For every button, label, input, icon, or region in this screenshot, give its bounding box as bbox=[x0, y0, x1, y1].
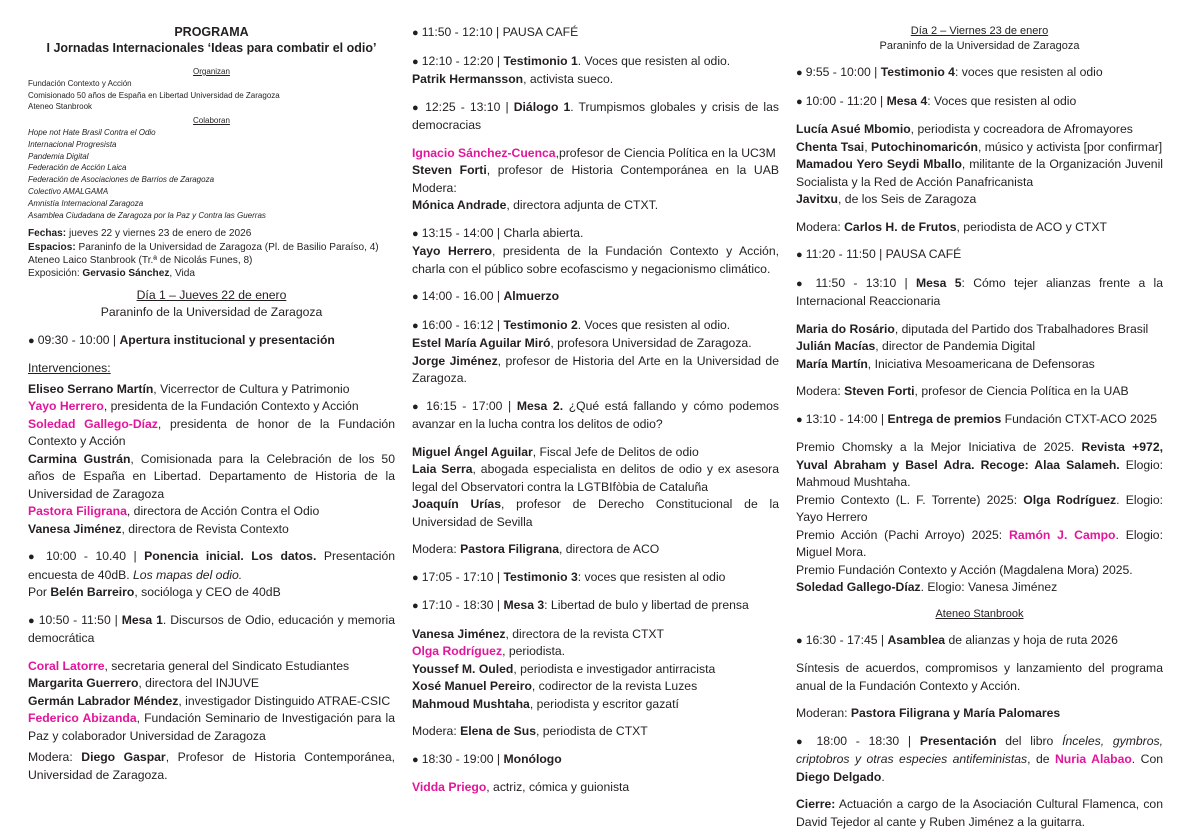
speaker: Steven Forti, profesor de Historia Contemporánea en la UAB Modera: bbox=[412, 163, 779, 195]
mesa3-moderator: Modera: Elena de Sus, periodista de CTXT bbox=[412, 724, 648, 738]
column-2 bbox=[412, 0, 779, 797]
session-pausa-cafe-2: ● 11:20 - 11:50 | PAUSA CAFÉ bbox=[796, 246, 1163, 265]
session-presentacion: ● 18:00 - 18:30 | Presentación del libro Ínceles, gymbros, criptobros y otras especies antifeministas, de Nuria Alabao. Con Diego Delgado. bbox=[796, 733, 1163, 787]
speaker: Miguel Ángel Aguilar, Fiscal Jefe de Delitos de odio bbox=[412, 444, 699, 459]
monologo-speaker: Vidda Priego, actriz, cómica y guionista bbox=[412, 780, 630, 794]
session-charla: ● 13:15 - 14:00 | Charla abierta. bbox=[412, 225, 779, 244]
day2-heading: Día 2 – Viernes 23 de enero bbox=[910, 25, 1049, 37]
speaker: Javitxu, de los Seis de Zaragoza bbox=[796, 192, 977, 206]
organizer-item: Ateneo Stanbrook bbox=[28, 102, 93, 112]
session-pausa-cafe: ● 11:50 - 12:10 | PAUSA CAFÉ bbox=[412, 24, 779, 43]
speaker: Lucía Asué Mbomio, periodista y cocreadora de Afromayores bbox=[796, 122, 1133, 136]
mesa5-moderator: Modera: Steven Forti, profesor de Ciencia Política en la UAB bbox=[796, 384, 1129, 398]
speaker: Eliseo Serrano Martín, Vicerrector de Cultura y Patrimonio bbox=[28, 381, 350, 396]
mesa4-speakers bbox=[796, 121, 1163, 209]
collaborator-item: Hope not Hate Brasil Contra el Odio bbox=[28, 127, 156, 137]
speaker: Yayo Herrero, presidenta de la Fundación Contexto y Acción bbox=[28, 399, 359, 414]
intervenciones-list bbox=[28, 381, 395, 539]
charla-description: Yayo Herrero, presidenta de la Fundación Contexto y Acción, charla con el público sobre ecofascismo y negacionismo climático. bbox=[412, 244, 779, 276]
espacios-line-2: Ateneo Laico Stanbrook (Tr.ª de Nicolás Funes, 8) bbox=[28, 254, 253, 266]
speaker: Jorge Jiménez, profesor de Historia del Arte en la Universidad de Zaragoza. bbox=[412, 353, 779, 385]
speaker: Maria do Rosário, diputada del Partido dos Trabalhadores Brasil bbox=[796, 321, 1149, 336]
session-mesa5: ● 11:50 - 13:10 | Mesa 5: Cómo tejer alianzas frente a la Internacional Reaccionaria bbox=[796, 275, 1163, 311]
speaker: María Martín, Iniciativa Mesoamericana de Defensoras bbox=[796, 356, 1095, 371]
collaborator-item: Amnistía Internacional Zaragoza bbox=[28, 198, 144, 208]
speaker: Soledad Gallego-Díaz, presidenta de honor de la Fundación Contexto y Acción bbox=[28, 416, 395, 449]
espacios-line: Espacios: Paraninfo de la Universidad de Zaragoza (Pl. de Basilio Paraíso, 4) bbox=[28, 241, 379, 253]
session-apertura: ● 09:30 - 10:00 | Apertura institucional y presentación bbox=[28, 332, 395, 351]
session-testimonio2: ● 16:00 - 16:12 | Testimonio 2. Voces que resisten al odio. bbox=[412, 317, 779, 336]
session-almuerzo: ● 14:00 - 16.00 | Almuerzo bbox=[412, 288, 779, 307]
speaker: Coral Latorre, secretaria general del Sindicato Estudiantes bbox=[28, 658, 350, 673]
fechas-line: Fechas: jueves 22 y viernes 23 de enero de 2026 bbox=[28, 228, 252, 240]
speaker: Olga Rodríguez, periodista. bbox=[412, 644, 566, 658]
session-cierre: Cierre: Actuación a cargo de la Asociación Cultural Flamenca, con David Tejedor al cante y Ruben Jiménez a la guitarra. bbox=[796, 797, 1163, 829]
speaker: Vanesa Jiménez, directora de la revista CTXT bbox=[412, 626, 664, 641]
day1-venue: Paraninfo de la Universidad de Zaragoza bbox=[100, 305, 323, 320]
mesa3-speakers bbox=[412, 626, 779, 714]
speaker: Ignacio Sánchez-Cuenca,profesor de Ciencia Política en la UC3M bbox=[412, 145, 776, 160]
day1-heading: Día 1 – Jueves 22 de enero bbox=[136, 287, 287, 302]
mesa2-speakers bbox=[412, 444, 779, 532]
collaborator-item: Pandemia Digital bbox=[28, 151, 89, 161]
session-mesa1: ● 10:50 - 11:50 | Mesa 1. Discursos de Odio, educación y memoria democrática bbox=[28, 612, 395, 648]
mesa2-moderator: Modera: Pastora Filigrana, directora de ACO bbox=[412, 542, 660, 556]
collaborator-item: Federación de Acción Laica bbox=[28, 163, 127, 173]
dialogo1-speakers bbox=[412, 145, 779, 215]
session-mesa2: ● 16:15 - 17:00 | Mesa 2. ¿Qué está fallando y cómo podemos avanzar en la lucha contra los delitos de odio? bbox=[412, 398, 779, 434]
session-premios: ● 13:10 - 14:00 | Entrega de premios Fundación CTXT-ACO 2025 bbox=[796, 411, 1163, 430]
speaker: Carmina Gustrán, Comisionada para la Celebración de los 50 años de España en Libertad. Departamento de Historia de la Universidad de Zaragoza bbox=[28, 451, 395, 501]
organizer-item: Comisionado 50 años de España en Libertad Universidad de Zaragoza bbox=[28, 90, 280, 100]
column-1 bbox=[28, 0, 395, 784]
asamblea-moderators: Moderan: Pastora Filigrana y María Palomares bbox=[796, 706, 1061, 720]
collaborator-item: Internacional Progresista bbox=[28, 139, 117, 149]
speaker: Xosé Manuel Pereiro, codirector de la revista Luzes bbox=[412, 679, 698, 693]
speaker: Mahmoud Mushtaha, periodista y escritor gazatí bbox=[412, 696, 679, 711]
mesa1-speakers bbox=[28, 658, 395, 746]
speaker: Germán Labrador Méndez, investigador Distinguido ATRAE-CSIC bbox=[28, 693, 391, 708]
column-3 bbox=[796, 0, 1163, 831]
session-mesa3: ● 17:10 - 18:30 | Mesa 3: Libertad de bulo y libertad de prensa bbox=[412, 597, 779, 616]
speaker: Mónica Andrade, directora adjunta de CTXT. bbox=[412, 198, 659, 212]
program-title: PROGRAMA bbox=[174, 25, 249, 39]
speaker: Federico Abizanda, Fundación Seminario de Investigación para la Paz y colaborador Universidad de Zaragoza bbox=[28, 711, 395, 743]
organizers-block bbox=[28, 66, 395, 221]
speaker: Patrik Hermansson, activista sueco. bbox=[412, 72, 614, 86]
mesa5-speakers bbox=[796, 321, 1163, 374]
session-monologo: ● 18:30 - 19:00 | Monólogo bbox=[412, 751, 779, 770]
ateneo-heading: Ateneo Stanbrook bbox=[935, 607, 1024, 620]
testimonio2-speakers bbox=[412, 335, 779, 388]
collaborator-item: Colectivo AMALGAMA bbox=[28, 186, 109, 196]
speaker: Joaquín Urías, profesor de Derecho Constitucional de la Universidad de Sevilla bbox=[412, 497, 779, 529]
intervenciones-label: Intervenciones: bbox=[28, 361, 111, 376]
speaker: Laia Serra, abogada especialista en delitos de odio y ex asesora legal del Observatori contra la LGTBIfòbia de Cataluña bbox=[412, 462, 779, 494]
session-testimonio4: ● 9:55 - 10:00 | Testimonio 4: voces que resisten al odio bbox=[796, 64, 1163, 83]
speaker: Youssef M. Ouled, periodista e investigador antirracista bbox=[412, 661, 716, 676]
speaker: Vanesa Jiménez, directora de Revista Contexto bbox=[28, 521, 289, 536]
asamblea-description: Síntesis de acuerdos, compromisos y lanzamiento del programa anual de la Fundación Contexto y Acción. bbox=[796, 661, 1163, 693]
speaker: Margarita Guerrero, directora del INJUVE bbox=[28, 676, 259, 691]
session-dialogo1: ● 12:25 - 13:10 | Diálogo 1. Trumpismos globales y crisis de las democracias bbox=[412, 99, 779, 135]
speaker: Estel María Aguilar Miró, profesora Universidad de Zaragoza. bbox=[412, 336, 752, 350]
collaborator-item: Asamblea Ciudadana de Zaragoza por la Paz y Contra las Guerras bbox=[28, 210, 266, 220]
organizan-heading: Organizan bbox=[193, 67, 230, 76]
event-info bbox=[28, 227, 395, 280]
session-mesa4: ● 10:00 - 11:20 | Mesa 4: Voces que resisten al odio bbox=[796, 93, 1163, 112]
speaker: Chenta Tsai, Putochinomaricón, músico y activista [por confirmar] bbox=[796, 139, 1163, 154]
day2-venue: Paraninfo de la Universidad de Zaragoza bbox=[879, 40, 1080, 52]
speaker: Julián Macías, director de Pandemia Digital bbox=[796, 339, 1036, 353]
exposicion-line: Exposición: Gervasio Sánchez, Vida bbox=[28, 268, 196, 280]
session-testimonio1: ● 12:10 - 12:20 | Testimonio 1. Voces que resisten al odio. bbox=[412, 53, 779, 72]
speaker: Mamadou Yero Seydi Mballo, militante de la Organización Juvenil Socialista y la Red de Acción Panafricanista bbox=[796, 157, 1163, 189]
award-chomsky: Premio Chomsky a la Mejor Iniciativa de 2025. Revista +972, Yuval Abraham y Basel Adra. Recoge: Alaa Salameh. Elogio: Mahmoud Mushtaha. bbox=[796, 440, 1163, 489]
speaker: Pastora Filigrana, directora de Acción Contra el Odio bbox=[28, 504, 320, 519]
award-accion: Premio Acción (Pachi Arroyo) 2025: Ramón J. Campo. Elogio: Miguel Mora. bbox=[796, 527, 1163, 559]
session-asamblea: ● 16:30 - 17:45 | Asamblea de alianzas y hoja de ruta 2026 bbox=[796, 632, 1163, 651]
mesa4-moderator: Modera: Carlos H. de Frutos, periodista de ACO y CTXT bbox=[796, 219, 1107, 234]
session-testimonio3: ● 17:05 - 17:10 | Testimonio 3: voces que resisten al odio bbox=[412, 569, 779, 588]
collaborator-item: Federación de Asociaciones de Barrios de Zaragoza bbox=[28, 175, 215, 185]
colaboran-heading: Colaboran bbox=[193, 116, 230, 126]
award-fundacion: Premio Fundación Contexto y Acción (Magdalena Mora) 2025. Soledad Gallego-Díaz. Elogio: Vanesa Jiménez bbox=[796, 562, 1133, 594]
organizer-item: Fundación Contexto y Acción bbox=[28, 78, 132, 88]
awards-list bbox=[796, 439, 1163, 597]
award-contexto: Premio Contexto (L. F. Torrente) 2025: Olga Rodríguez. Elogio: Yayo Herrero bbox=[796, 492, 1163, 524]
program-subtitle: I Jornadas Internacionales ‘Ideas para combatir el odio’ bbox=[46, 41, 377, 55]
mesa1-moderator: Modera: Diego Gaspar, Profesor de Historia Contemporánea, Universidad de Zaragoza. bbox=[28, 750, 395, 782]
ponencia-speaker: Por Belén Barreiro, socióloga y CEO de 40dB bbox=[28, 585, 281, 600]
session-ponencia: ● 10:00 - 10.40 | Ponencia inicial. Los datos. Presentación encuesta de 40dB. Los mapas del odio. bbox=[28, 548, 395, 584]
